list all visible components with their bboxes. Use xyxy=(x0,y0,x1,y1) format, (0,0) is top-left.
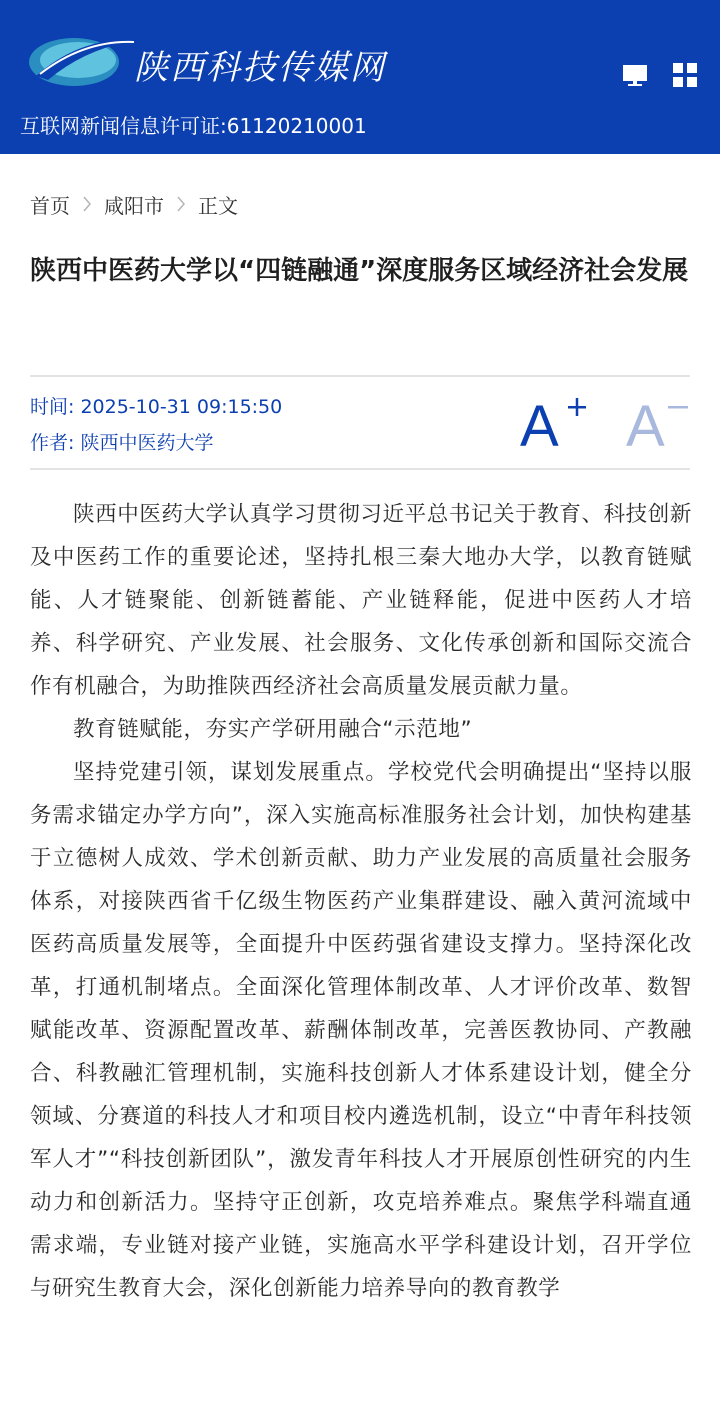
site-logo[interactable] xyxy=(26,32,146,92)
article-subheading: 教育链赋能，夯实产学研用融合“示范地” xyxy=(73,717,473,742)
chevron-right-icon xyxy=(70,194,104,214)
chevron-right-icon xyxy=(164,194,198,214)
breadcrumb-home[interactable]: 首页 xyxy=(30,193,70,218)
article-author: 作者: 陕西中医药大学 xyxy=(30,432,214,454)
breadcrumb xyxy=(30,188,238,220)
publish-time: 时间: 2025-10-31 09:15:50 xyxy=(30,396,283,418)
svg-text:A: A xyxy=(520,394,559,452)
desktop-icon[interactable] xyxy=(622,62,648,88)
article-title: 陕西中医药大学以“四链融通”深度服务区域经济社会发展 xyxy=(30,256,689,286)
font-increase-button[interactable] xyxy=(518,392,588,452)
divider xyxy=(30,375,690,377)
site-header xyxy=(0,0,720,154)
divider xyxy=(30,468,690,470)
font-decrease-button[interactable] xyxy=(624,392,694,452)
grid-menu-icon[interactable] xyxy=(672,62,698,88)
site-name[interactable]: 陕西科技传媒网 xyxy=(134,48,386,88)
news-license: 互联网新闻信息许可证:61120210001 xyxy=(20,114,367,138)
article-paragraph: 坚持党建引领，谋划发展重点。学校党代会明确提出“坚持以服务需求锚定办学方向”，深入实施高标准服务社会计划，加快构建基于立德树人成效、学术创新贡献、助力产业发展的高质量社会服务体系，对接陕西省千亿级生物医药产业集群建设、融入黄河流域中医药高质量发展等，全面提升中医药强省建设支撑力。坚持深化改革，打通机制堵点。全面深化管理体制改革、人才评价改革、数智赋能改革、资源配置改革、薪酬体制改革，完善医教协同、产教融合、科教融汇管理机制，实施科技创新人才体系建设计划，健全分领域、分赛道的科技人才和项目校内遴选机制，设立“中青年科技领军人才”“科技创新团队”，激发青年科技人才开展原创性研究的内生动力和创新活力。坚持守正创新，攻克培养难点。聚焦学科端直通需求端，专业链对接产业链，实施高水平学科建设计划，召开学位与研究生教育大会，深化创新能力培养导向的教育教学 xyxy=(30,760,692,1301)
article-body xyxy=(30,493,692,1310)
breadcrumb-category[interactable]: 咸阳市 xyxy=(104,193,164,218)
breadcrumb-current: 正文 xyxy=(198,193,238,218)
article-paragraph: 陕西中医药大学认真学习贯彻习近平总书记关于教育、科技创新及中医药工作的重要论述，坚持扎根三秦大地办大学，以教育链赋能、人才链聚能、创新链蓄能、产业链释能，促进中医药人才培养、科学研究、产业发展、社会服务、文化传承创新和国际交流合作有机融合，为助推陕西经济社会高质量发展贡献力量。 xyxy=(30,502,692,699)
svg-text:A: A xyxy=(626,394,665,452)
